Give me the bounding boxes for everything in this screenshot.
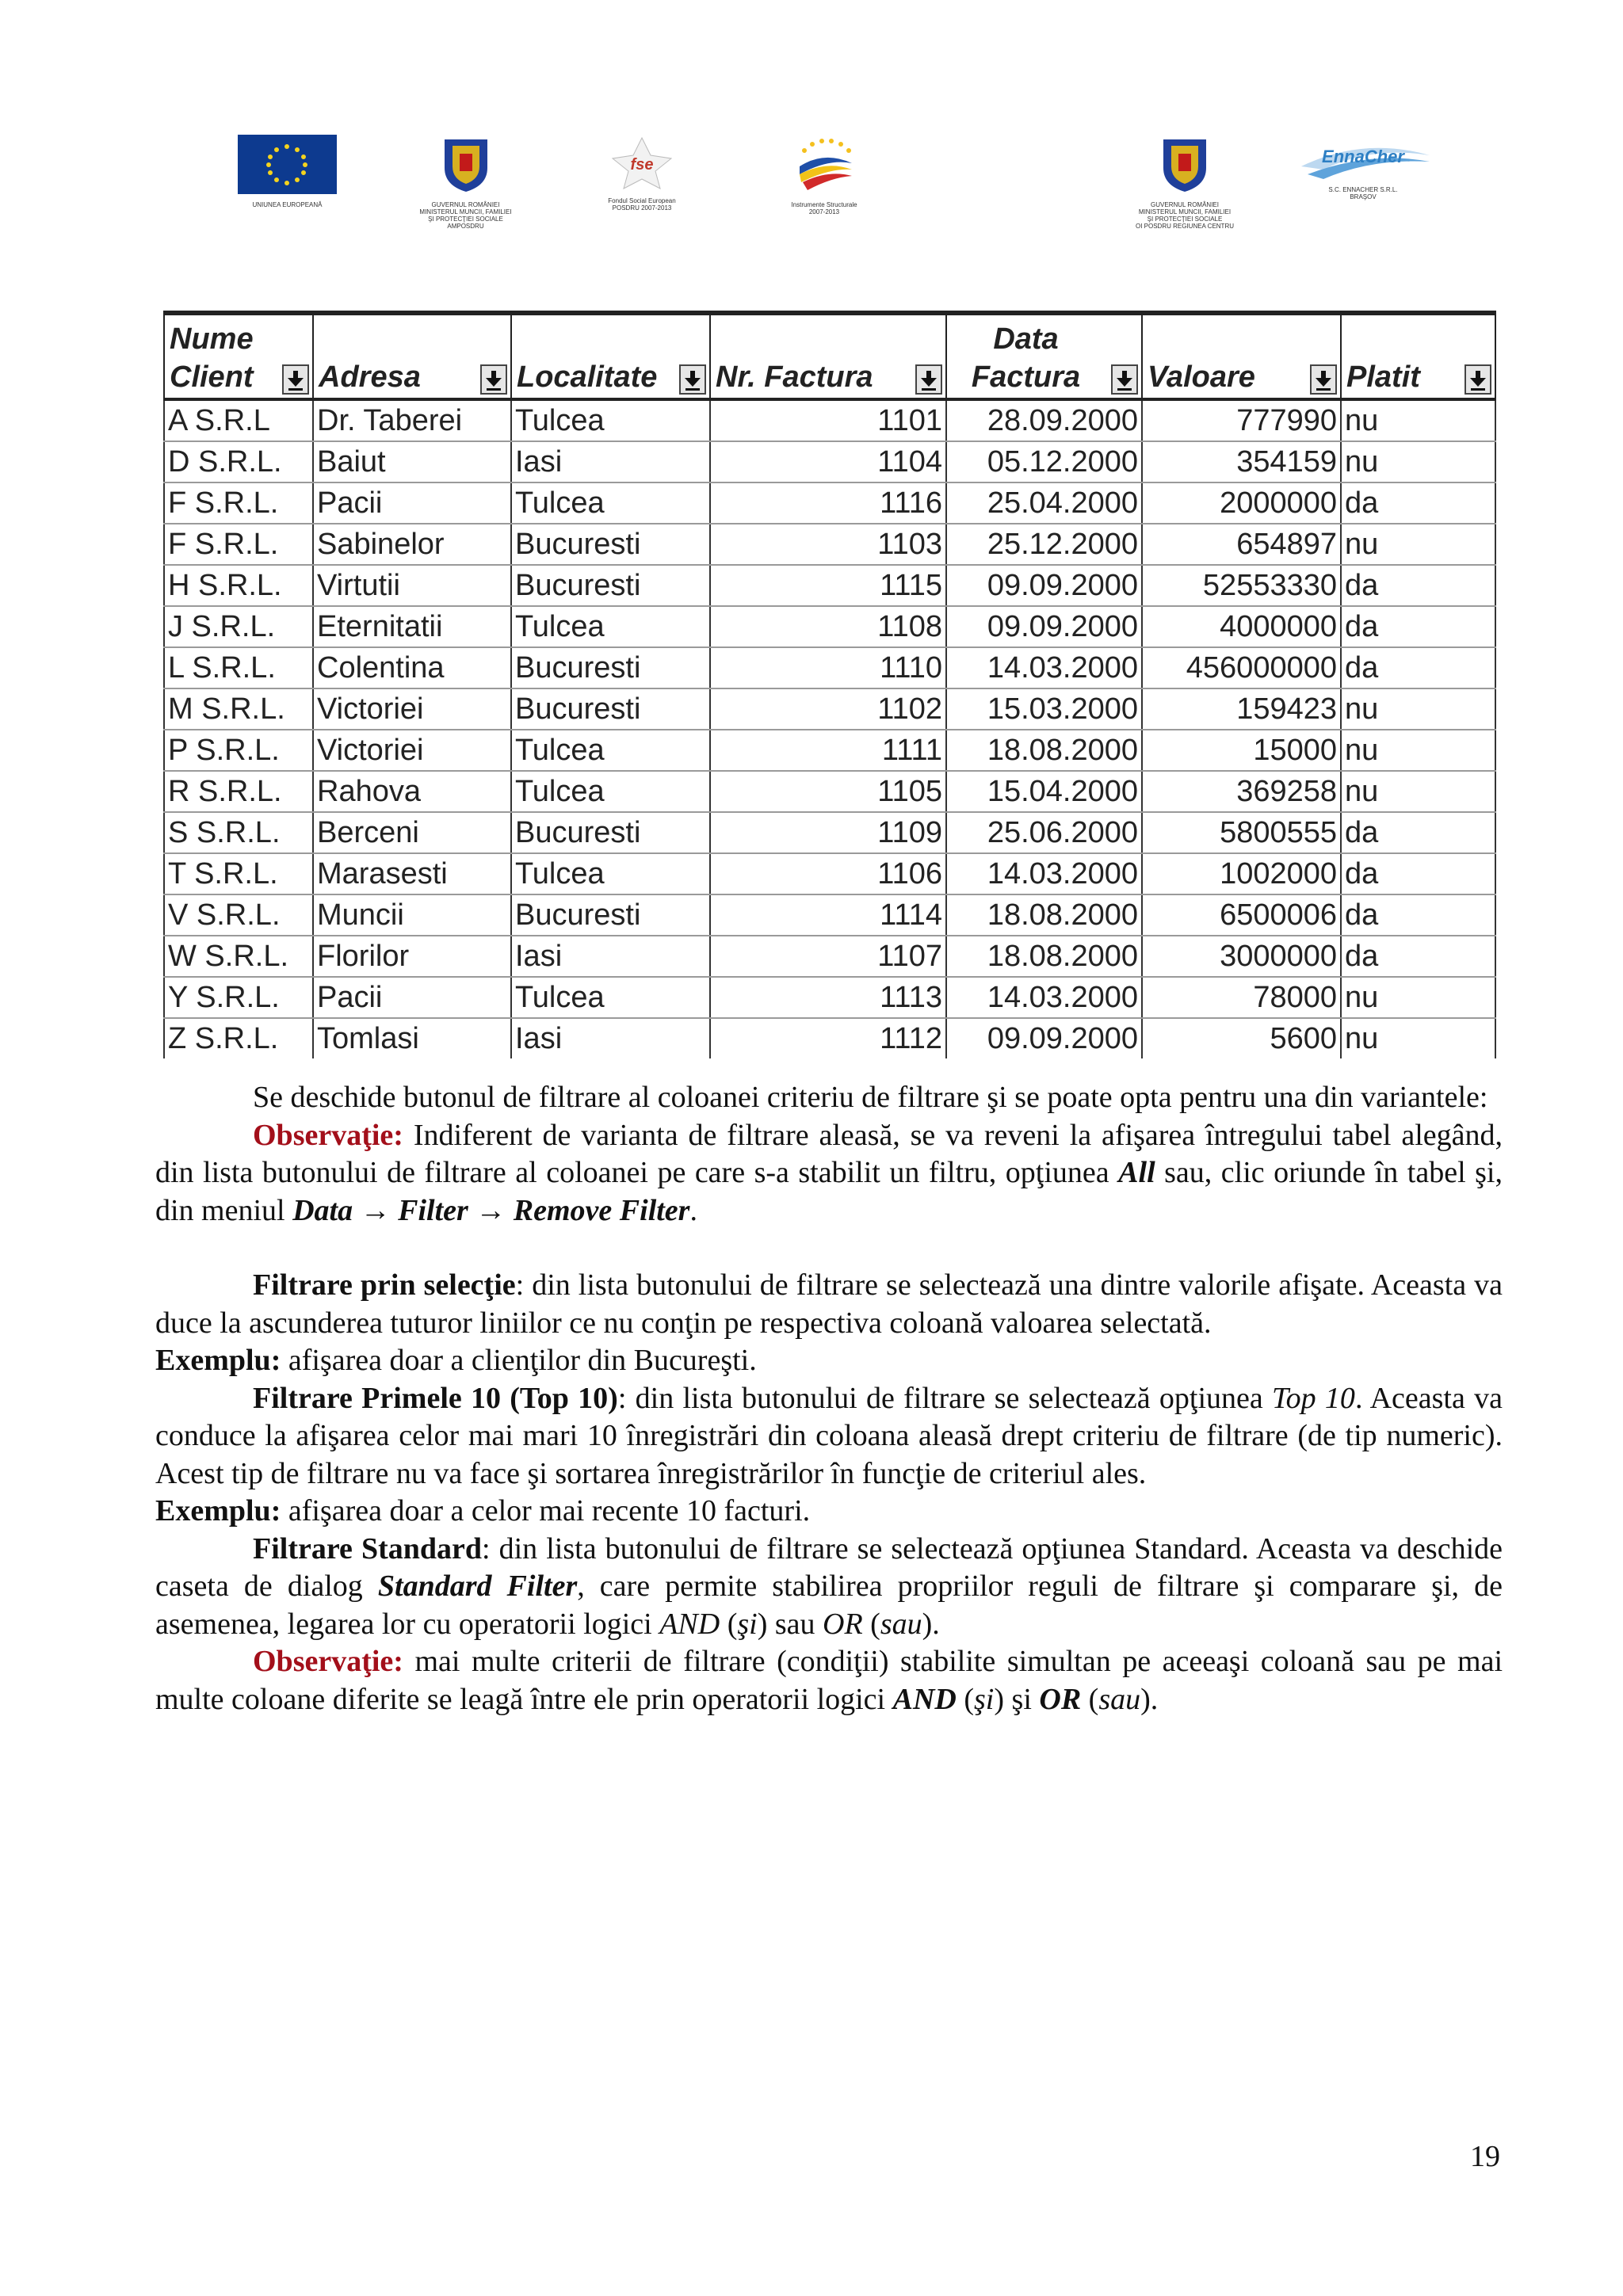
punctuation: .: [689, 1193, 697, 1227]
cell-invoice-date: 25.06.2000: [946, 812, 1142, 853]
cell-invoice-number: 1113: [710, 977, 946, 1018]
table-row: [164, 565, 1495, 606]
standard-filter-paragraph: [155, 1531, 1503, 1644]
fse-star-icon: [606, 135, 678, 190]
ennacher-logo: [1292, 135, 1434, 200]
cell-invoice-date: 25.04.2000: [946, 482, 1142, 524]
cell-city: Bucuresti: [511, 647, 710, 688]
table-row: [164, 688, 1495, 730]
table-row: [164, 399, 1495, 441]
cell-client: F S.R.L.: [164, 482, 313, 524]
column-header-label: [952, 320, 1136, 398]
and-operator: AND: [659, 1607, 720, 1641]
autofilter-button[interactable]: [1111, 364, 1138, 395]
cell-invoice-date: 18.08.2000: [946, 936, 1142, 977]
cell-client: W S.R.L.: [164, 936, 313, 977]
example-label: Exemplu:: [155, 1494, 281, 1527]
column-header-paid: [1341, 313, 1495, 399]
cell-invoice-date: 28.09.2000: [946, 399, 1142, 441]
example-text: afişarea doar a clienţilor din Bucureşti.: [281, 1344, 757, 1377]
invoice-table-container: [163, 311, 1495, 1058]
cell-city: Bucuresti: [511, 565, 710, 606]
all-option: All: [1118, 1156, 1155, 1189]
body-text: [155, 1079, 1503, 1718]
cell-client: F S.R.L.: [164, 524, 313, 565]
table-row: [164, 853, 1495, 894]
table-row: [164, 936, 1495, 977]
top10-text: : din lista butonului de filtrare se selectează opţiunea: [617, 1381, 1273, 1415]
cell-client: A S.R.L: [164, 399, 313, 441]
cell-invoice-number: 1102: [710, 688, 946, 730]
si-word: şi: [974, 1682, 995, 1716]
cell-city: Iasi: [511, 1018, 710, 1058]
cell-city: Tulcea: [511, 771, 710, 812]
sau-word: sau: [880, 1607, 922, 1641]
cell-paid: nu: [1341, 524, 1495, 565]
column-header-label: [319, 320, 506, 398]
table-row: [164, 1018, 1495, 1058]
cell-invoice-date: 25.12.2000: [946, 524, 1142, 565]
cell-address: Rahova: [313, 771, 511, 812]
table-header-row: [164, 313, 1495, 399]
column-header-label: [1148, 320, 1335, 398]
observation-text: ) şi: [994, 1682, 1040, 1716]
column-header-invoice-number: [710, 313, 946, 399]
ennacher-caption: S.C. ENNACHER S.R.L. BRAŞOV: [1328, 186, 1398, 200]
cell-address: Marasesti: [313, 853, 511, 894]
punctuation: (: [862, 1607, 880, 1641]
table-row: [164, 441, 1495, 482]
cell-city: Tulcea: [511, 977, 710, 1018]
observation-text: mai multe criterii de filtrare (condiţii) stabilite simultan pe aceeaşi coloană sau pe mai multe coloane diferite se leagă între ele prin operatorii logici: [155, 1645, 1503, 1716]
autofilter-arrow-icon: [284, 366, 307, 393]
cell-value: 52553330: [1142, 565, 1341, 606]
coat-of-arms-icon: [438, 135, 494, 194]
cell-address: Dr. Taberei: [313, 399, 511, 441]
column-header-line2: Client: [170, 360, 254, 394]
cell-invoice-date: 14.03.2000: [946, 647, 1142, 688]
cell-value: 1002000: [1142, 853, 1341, 894]
government-crest-logo-2: [1106, 135, 1264, 230]
or-operator: OR: [1039, 1682, 1082, 1716]
cell-city: Tulcea: [511, 399, 710, 441]
cell-invoice-number: 1109: [710, 812, 946, 853]
top10-option: Top 10: [1272, 1381, 1355, 1415]
observation-text: Indiferent de varianta de filtrare aleasă, se va reveni la afişarea întregului tabel alegând, din lista butonului de filtrare al coloanei pe care s-a stabilit un filtru, opţiunea: [155, 1118, 1503, 1189]
cell-address: Eternitatii: [313, 606, 511, 647]
ennacher-name: EnnaCher: [1322, 147, 1404, 166]
intro-text: Se deschide butonul de filtrare al coloanei criteriu de filtrare şi se poate opta pentru una din variantele:: [253, 1081, 1488, 1114]
autofilter-button[interactable]: [1310, 364, 1337, 395]
autofilter-arrow-icon: [1113, 366, 1136, 393]
punctuation: (: [956, 1682, 975, 1716]
column-header-invoice-date: [946, 313, 1142, 399]
cell-client: H S.R.L.: [164, 565, 313, 606]
table-row: [164, 977, 1495, 1018]
selection-example: [155, 1342, 1503, 1380]
top10-example: [155, 1493, 1503, 1531]
cell-paid: nu: [1341, 688, 1495, 730]
punctuation: (: [720, 1607, 738, 1641]
cell-paid: da: [1341, 482, 1495, 524]
observation-label: Observaţie:: [253, 1645, 403, 1678]
cell-paid: da: [1341, 812, 1495, 853]
observation-text: sau, clic oriunde în tabel şi, din meniul: [155, 1156, 1503, 1227]
cell-address: Florilor: [313, 936, 511, 977]
selection-filter-paragraph: [155, 1267, 1503, 1342]
cell-paid: da: [1341, 894, 1495, 936]
cell-value: 654897: [1142, 524, 1341, 565]
autofilter-button[interactable]: [679, 364, 706, 395]
cell-invoice-date: 18.08.2000: [946, 730, 1142, 771]
column-header-line1: Data: [993, 322, 1059, 356]
or-operator: OR: [823, 1607, 863, 1641]
cell-invoice-date: 18.08.2000: [946, 894, 1142, 936]
intro-paragraph: [155, 1079, 1503, 1117]
autofilter-button[interactable]: [1465, 364, 1491, 395]
cell-city: Bucuresti: [511, 894, 710, 936]
remove-filter-menu-path: Data → Filter → Remove Filter: [292, 1193, 690, 1227]
top10-filter-paragraph: [155, 1380, 1503, 1493]
column-header-line2: Valoare: [1148, 360, 1255, 394]
cell-invoice-date: 09.09.2000: [946, 606, 1142, 647]
column-header-label: [517, 320, 705, 398]
cell-invoice-number: 1105: [710, 771, 946, 812]
punctuation: (: [1081, 1682, 1099, 1716]
cell-invoice-date: 09.09.2000: [946, 1018, 1142, 1058]
cell-invoice-number: 1108: [710, 606, 946, 647]
cell-paid: da: [1341, 936, 1495, 977]
cell-value: 354159: [1142, 441, 1341, 482]
column-header-line1: Nume: [170, 322, 254, 356]
fse-caption: Fondul Social European POSDRU 2007-2013: [608, 197, 676, 212]
cell-invoice-number: 1116: [710, 482, 946, 524]
autofilter-arrow-icon: [917, 366, 941, 393]
si-word: şi: [737, 1607, 758, 1641]
table-row: [164, 771, 1495, 812]
cell-invoice-number: 1104: [710, 441, 946, 482]
cell-invoice-date: 05.12.2000: [946, 441, 1142, 482]
cell-address: Berceni: [313, 812, 511, 853]
eu-logo: [238, 135, 337, 208]
column-header-address: [313, 313, 511, 399]
cell-invoice-date: 15.03.2000: [946, 688, 1142, 730]
sau-word: sau: [1098, 1682, 1141, 1716]
cell-paid: da: [1341, 565, 1495, 606]
cell-client: R S.R.L.: [164, 771, 313, 812]
cell-client: P S.R.L.: [164, 730, 313, 771]
table-row: [164, 524, 1495, 565]
observation-paragraph-1: [155, 1117, 1503, 1230]
observation-paragraph-2: [155, 1643, 1503, 1718]
cell-value: 4000000: [1142, 606, 1341, 647]
cell-value: 159423: [1142, 688, 1341, 730]
cell-address: Baiut: [313, 441, 511, 482]
table-row: [164, 647, 1495, 688]
cell-invoice-number: 1106: [710, 853, 946, 894]
cell-paid: da: [1341, 853, 1495, 894]
page-number: 19: [1470, 2140, 1500, 2173]
cell-value: 456000000: [1142, 647, 1341, 688]
standard-filter-text: , care permite stabilirea propriilor reguli de filtrare şi comparare şi, de asemenea, legarea lor cu operatorii logici: [155, 1569, 1503, 1641]
structural-instruments-logo: [769, 135, 880, 215]
cell-paid: nu: [1341, 399, 1495, 441]
cell-city: Tulcea: [511, 606, 710, 647]
cell-client: T S.R.L.: [164, 853, 313, 894]
cell-invoice-number: 1103: [710, 524, 946, 565]
cell-address: Muncii: [313, 894, 511, 936]
cell-invoice-date: 09.09.2000: [946, 565, 1142, 606]
gov1-caption: GUVERNUL ROMÂNIEI MINISTERUL MUNCII, FAMILIEI ŞI PROTECŢIEI SOCIALE AMPOSDRU: [419, 201, 512, 230]
example-label: Exemplu:: [155, 1344, 281, 1377]
cell-invoice-number: 1111: [710, 730, 946, 771]
cell-city: Iasi: [511, 441, 710, 482]
standard-filter-text: : din lista butonului de filtrare se selectează opţiunea Standard. Aceasta va deschide caseta de dialog: [155, 1531, 1503, 1603]
invoice-table: [163, 311, 1496, 1058]
column-header-city: [511, 313, 710, 399]
autofilter-arrow-icon: [1312, 366, 1335, 393]
column-header-line2: Factura: [971, 360, 1081, 394]
cell-paid: nu: [1341, 771, 1495, 812]
example-text: afişarea doar a celor mai recente 10 facturi.: [281, 1494, 811, 1527]
cell-value: 15000: [1142, 730, 1341, 771]
cell-value: 369258: [1142, 771, 1341, 812]
cell-address: Sabinelor: [313, 524, 511, 565]
gov2-caption: GUVERNUL ROMÂNIEI MINISTERUL MUNCII, FAMILIEI ŞI PROTECŢIEI SOCIALE OI POSDRU REGIUNEA CENTRU: [1135, 201, 1234, 230]
cell-client: L S.R.L.: [164, 647, 313, 688]
cell-client: Y S.R.L.: [164, 977, 313, 1018]
fse-logo-text: fse: [630, 156, 654, 174]
table-row: [164, 482, 1495, 524]
cell-address: Tomlasi: [313, 1018, 511, 1058]
standard-filter-dialog-name: Standard Filter: [377, 1569, 578, 1603]
standard-filter-title: Filtrare Standard: [253, 1531, 483, 1566]
cell-paid: nu: [1341, 441, 1495, 482]
cell-address: Victoriei: [313, 688, 511, 730]
column-header-line2: Nr. Factura: [716, 360, 873, 394]
cell-invoice-date: 14.03.2000: [946, 977, 1142, 1018]
cell-address: Victoriei: [313, 730, 511, 771]
table-row: [164, 894, 1495, 936]
column-header-value: [1142, 313, 1341, 399]
table-row: [164, 812, 1495, 853]
structural-instruments-icon: [789, 135, 860, 194]
cell-value: 3000000: [1142, 936, 1341, 977]
punctuation: ).: [1140, 1682, 1159, 1716]
top10-text: . Aceasta va conduce la afişarea celor mai mari 10 înregistrări din coloana aleasă drept criteriu de filtrare (de tip numeric). Acest tip de filtrare nu va face şi sortarea înregistrărilor în funcţie de criteriul ales.: [155, 1381, 1503, 1490]
punctuation: ).: [922, 1607, 940, 1641]
column-header-line2: Platit: [1346, 360, 1420, 394]
cell-client: Z S.R.L.: [164, 1018, 313, 1058]
cell-city: Iasi: [511, 936, 710, 977]
cell-invoice-number: 1114: [710, 894, 946, 936]
coat-of-arms-icon: [1157, 135, 1212, 194]
eu-caption: UNIUNEA EUROPEANĂ: [252, 201, 323, 208]
cell-address: Pacii: [313, 482, 511, 524]
eu-flag-icon: [238, 135, 337, 194]
column-header-label: [716, 320, 941, 398]
cell-city: Bucuresti: [511, 524, 710, 565]
government-crest-logo: [396, 135, 535, 230]
observation-label: Observaţie:: [253, 1118, 403, 1152]
table-body: [164, 399, 1495, 1058]
cell-city: Tulcea: [511, 853, 710, 894]
cell-invoice-number: 1101: [710, 399, 946, 441]
cell-value: 78000: [1142, 977, 1341, 1018]
autofilter-button[interactable]: [480, 364, 507, 395]
cell-value: 5600: [1142, 1018, 1341, 1058]
autofilter-arrow-icon: [681, 366, 705, 393]
autofilter-button[interactable]: [915, 364, 942, 395]
cell-invoice-number: 1115: [710, 565, 946, 606]
cell-paid: nu: [1341, 977, 1495, 1018]
cell-client: D S.R.L.: [164, 441, 313, 482]
cell-value: 5800555: [1142, 812, 1341, 853]
cell-invoice-number: 1110: [710, 647, 946, 688]
paragraph-gap: [155, 1230, 1503, 1267]
cell-address: Pacii: [313, 977, 511, 1018]
table-row: [164, 606, 1495, 647]
cell-city: Tulcea: [511, 730, 710, 771]
cell-client: V S.R.L.: [164, 894, 313, 936]
column-header-client: [164, 313, 313, 399]
top10-filter-title: Filtrare Primele 10 (Top 10): [253, 1381, 618, 1415]
cell-city: Bucuresti: [511, 688, 710, 730]
cell-city: Tulcea: [511, 482, 710, 524]
cell-city: Bucuresti: [511, 812, 710, 853]
cell-client: S S.R.L.: [164, 812, 313, 853]
cell-invoice-date: 14.03.2000: [946, 853, 1142, 894]
logo-band: [0, 135, 1623, 254]
is-caption: Instrumente Structurale 2007-2013: [791, 201, 857, 215]
cell-paid: da: [1341, 606, 1495, 647]
cell-invoice-number: 1112: [710, 1018, 946, 1058]
column-header-line2: Adresa: [319, 360, 421, 394]
selection-filter-text: : din lista butonului de filtrare se selectează una dintre valorile afişate. Aceasta va duce la ascunderea tuturor liniilor ce nu conţin pe respectiva coloană valoarea selectată.: [155, 1268, 1503, 1340]
cell-value: 6500006: [1142, 894, 1341, 936]
and-operator: AND: [892, 1682, 957, 1716]
autofilter-button[interactable]: [282, 364, 309, 395]
cell-paid: nu: [1341, 1018, 1495, 1058]
cell-client: J S.R.L.: [164, 606, 313, 647]
autofilter-arrow-icon: [482, 366, 506, 393]
cell-value: 777990: [1142, 399, 1341, 441]
standard-filter-text: ) sau: [757, 1607, 823, 1641]
selection-filter-title: Filtrare prin selecţie: [253, 1268, 516, 1302]
cell-value: 2000000: [1142, 482, 1341, 524]
fse-logo: [586, 135, 697, 212]
column-header-line2: Localitate: [517, 360, 658, 394]
cell-client: M S.R.L.: [164, 688, 313, 730]
cell-invoice-date: 15.04.2000: [946, 771, 1142, 812]
cell-paid: nu: [1341, 730, 1495, 771]
table-row: [164, 730, 1495, 771]
cell-paid: da: [1341, 647, 1495, 688]
cell-address: Virtutii: [313, 565, 511, 606]
autofilter-arrow-icon: [1466, 366, 1490, 393]
cell-invoice-number: 1107: [710, 936, 946, 977]
cell-address: Colentina: [313, 647, 511, 688]
